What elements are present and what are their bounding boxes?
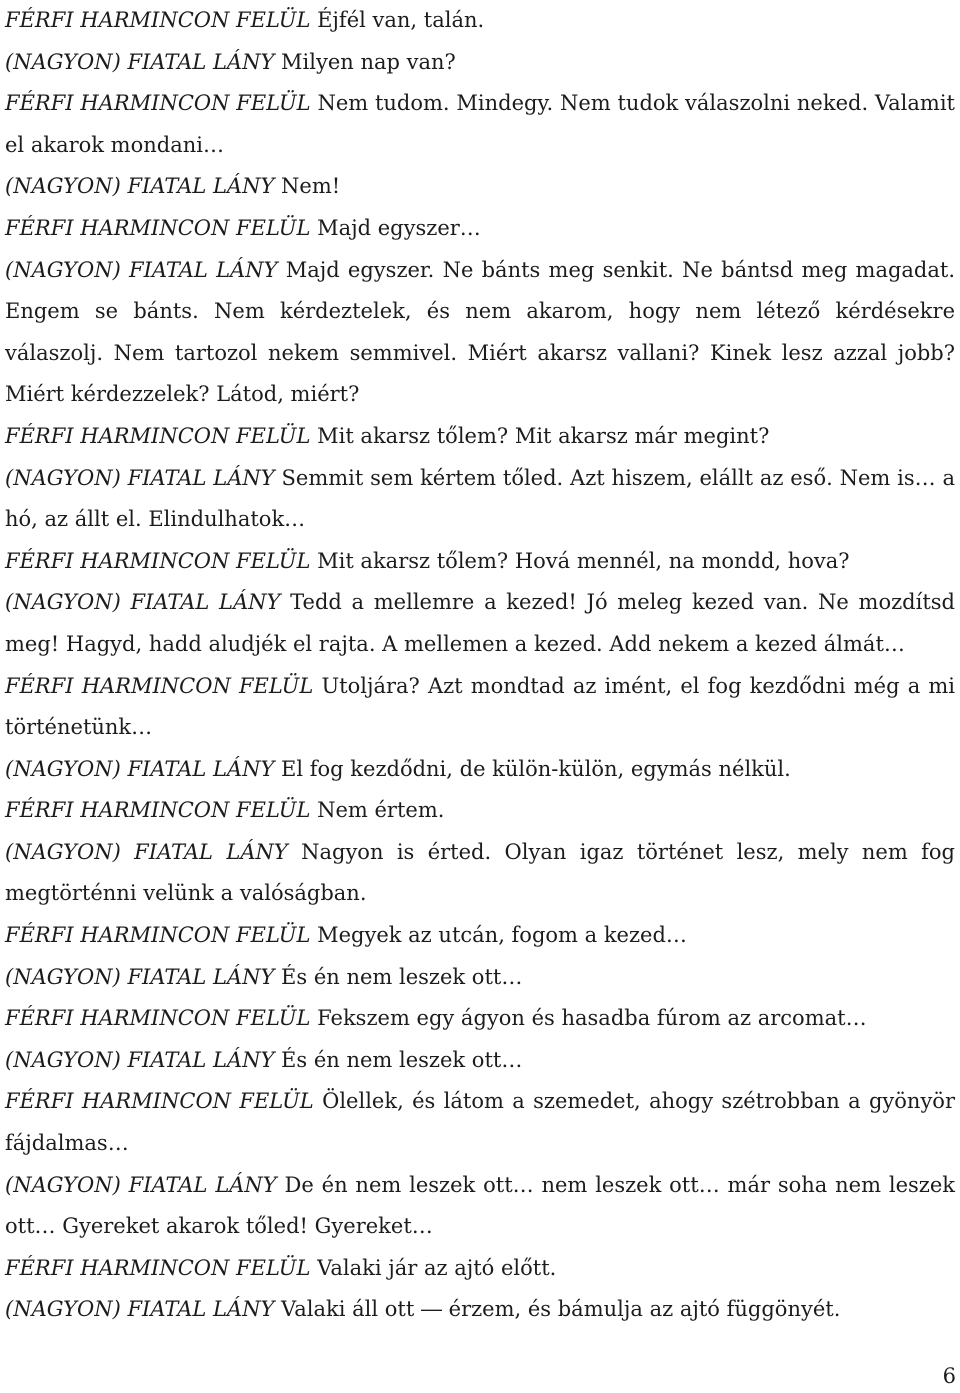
line-text: Nem értem. [317,798,445,823]
speaker-name: (NAGYON) FIATAL LÁNY [5,49,275,74]
speaker-name: FÉRFI HARMINCON FELÜL [5,8,311,32]
line-text: Megyek az utcán, fogom a kezed… [317,923,687,948]
speaker-name: (NAGYON) FIATAL LÁNY [5,174,275,199]
speaker-name: FÉRFI HARMINCON FELÜL [5,673,314,698]
speaker-name: (NAGYON) FIATAL LÁNY [5,964,275,989]
line-text: Fekszem egy ágyon és hasadba fúrom az arcomat… [317,1006,867,1031]
line-text: Semmit sem kértem tőled. Azt hiszem, elállt az eső. Nem is… a hó, az állt el. Elindulhatok… [5,465,956,532]
line-text: Éjfél van, talán. [317,8,485,32]
dialogue-line [5,666,955,749]
dialogue-line [5,1165,955,1248]
line-text: Milyen nap van? [281,49,456,74]
dialogue-line [5,166,955,208]
dialogue-text [5,0,955,1331]
speaker-name: FÉRFI HARMINCON FELÜL [5,1006,311,1031]
line-text: És én nem leszek ott… [281,964,523,989]
line-text: Nem tudom. Mindegy. Nem tudok válaszolni neked. Valamit el akarok mondani… [5,91,955,157]
dialogue-line [5,83,955,166]
speaker-name: FÉRFI HARMINCON FELÜL [5,798,311,823]
speaker-name: (NAGYON) FIATAL LÁNY [5,1297,275,1322]
dialogue-line [5,0,955,42]
speaker-name: (NAGYON) FIATAL LÁNY [5,756,275,781]
line-text: Mit akarsz tőlem? Mit akarsz már megint? [317,423,770,448]
speaker-name: FÉRFI HARMINCON FELÜL [5,91,311,116]
dialogue-line [5,1289,955,1331]
dialogue-line [5,1248,955,1290]
dialogue-line [5,541,955,583]
speaker-name: (NAGYON) FIATAL LÁNY [5,590,281,615]
line-text: És én nem leszek ott… [281,1047,523,1072]
dialogue-line [5,1040,955,1082]
speaker-name: (NAGYON) FIATAL LÁNY [5,1047,275,1072]
line-text: El fog kezdődni, de külön-külön, egymás nélkül. [281,756,791,781]
line-text: Ölellek, és látom a szemedet, ahogy szétrobban a gyönyör fájdalmas… [5,1089,955,1156]
dialogue-line [5,749,955,791]
line-text: Nagyon is érted. Olyan igaz történet lesz, mely nem fog megtörténni velünk a valóságban. [5,839,955,906]
line-text: Valaki jár az ajtó előtt. [317,1255,557,1280]
dialogue-line [5,582,955,665]
speaker-name: FÉRFI HARMINCON FELÜL [5,423,311,448]
speaker-name: FÉRFI HARMINCON FELÜL [5,923,311,948]
dialogue-line [5,250,955,416]
dialogue-line [5,915,955,957]
line-text: Mit akarsz tőlem? Hová mennél, na mondd, hova? [317,548,850,573]
speaker-name: (NAGYON) FIATAL LÁNY [5,257,278,282]
speaker-name: FÉRFI HARMINCON FELÜL [5,548,311,573]
line-text: De én nem leszek ott… nem leszek ott… már soha nem leszek ott… Gyereket akarok tőled! Gyereket… [5,1172,955,1239]
dialogue-line [5,832,955,915]
dialogue-line [5,458,955,541]
speaker-name: (NAGYON) FIATAL LÁNY [5,1172,277,1197]
line-text: Majd egyszer. Ne bánts meg senkit. Ne bántsd meg magadat. Engem se bánts. Nem kérdeztelek, és nem akarom, hogy nem létező kérdésekre válaszolj. Nem tartozol nekem semmivel. Miért akarsz vallani? Kinek lesz azzal jobb? Miért kérdezzelek? Látod, miért? [5,257,956,407]
line-text: Majd egyszer… [317,215,481,240]
dialogue-line [5,42,955,84]
line-text: Tedd a mellemre a kezed! Jó meleg kezed van. Ne mozdítsd meg! Hagyd, hadd aludjék el rajta. A mellemen a kezed. Add nekem a kezed álmát… [5,590,955,656]
dialogue-line [5,1081,955,1164]
line-text: Valaki áll ott ― érzem, és bámulja az ajtó függönyét. [281,1297,841,1322]
dialogue-line [5,790,955,832]
speaker-name: FÉRFI HARMINCON FELÜL [5,215,311,240]
dialogue-line [5,416,955,458]
dialogue-line [5,998,955,1040]
speaker-name: (NAGYON) FIATAL LÁNY [5,465,275,490]
dialogue-line [5,208,955,250]
page-number: 6 [942,1364,956,1388]
line-text: Utoljára? Azt mondtad az imént, el fog kezdődni még a mi történetünk… [5,673,955,740]
dialogue-line [5,957,955,999]
speaker-name: FÉRFI HARMINCON FELÜL [5,1255,311,1280]
line-text: Nem! [281,174,341,199]
speaker-name: (NAGYON) FIATAL LÁNY [5,839,288,864]
speaker-name: FÉRFI HARMINCON FELÜL [5,1089,314,1114]
